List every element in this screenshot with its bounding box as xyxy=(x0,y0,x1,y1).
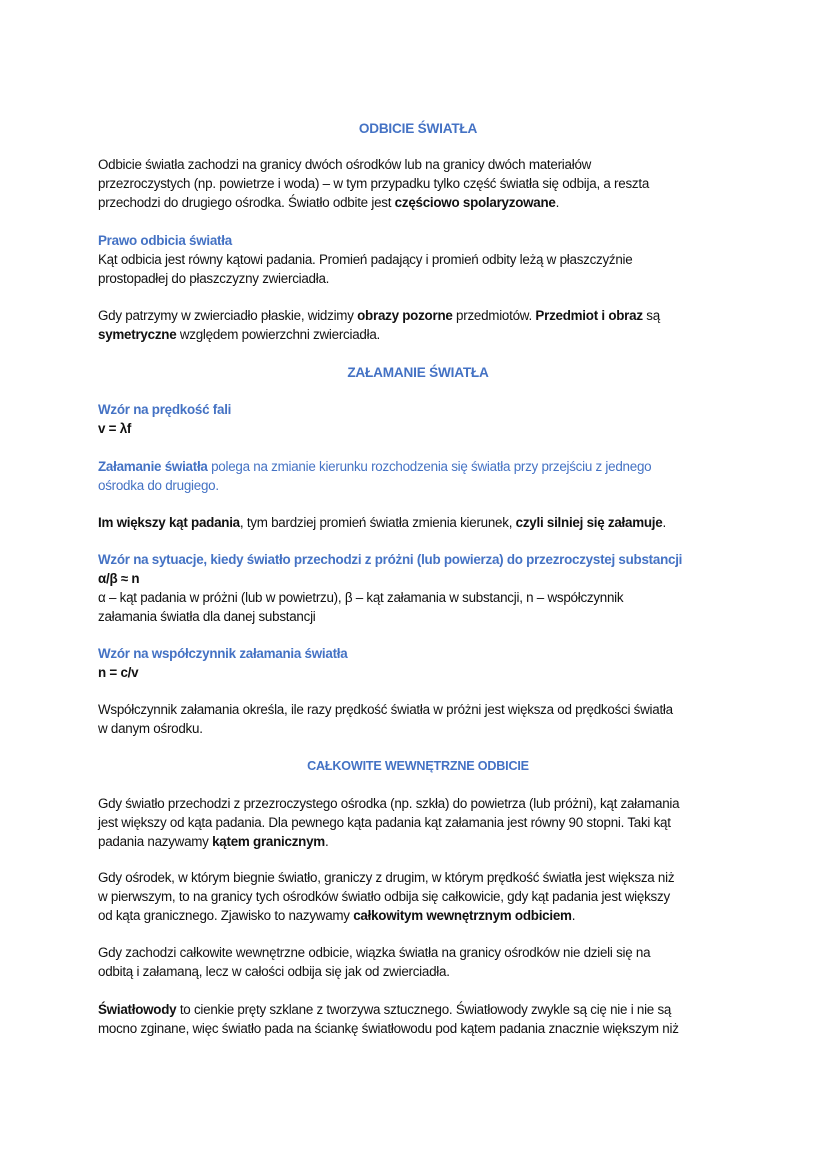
text-line xyxy=(98,513,738,532)
text: polega na zmianie kierunku rozchodzenia się światła przy przejściu z jednego xyxy=(207,459,652,474)
subheading-vacuum-formula: Wzór na sytuacje, kiedy światło przechodzi z próżni (lub powierza) do przezroczystej substancji xyxy=(98,552,683,567)
text-line xyxy=(98,906,738,925)
text: Gdy patrzymy w zwierciadło płaskie, widzimy xyxy=(98,308,358,323)
paragraph-index-formula xyxy=(98,644,738,682)
subheading-wave-speed: Wzór na prędkość fali xyxy=(98,402,232,417)
text-line: Kąt odbicia jest równy kątowi padania. Promień padający i promień odbity leżą w płaszczyźnie xyxy=(98,252,633,267)
paragraph-incidence-angle xyxy=(98,513,738,532)
bold-term: Światłowody xyxy=(98,1002,177,1017)
paragraph-reflection-law xyxy=(98,231,738,288)
paragraph-index-definition xyxy=(98,700,738,738)
bold-term: obrazy pozorne xyxy=(357,308,453,323)
text: . xyxy=(555,195,560,210)
text: , tym bardziej promień światła zmienia kierunek, xyxy=(239,515,516,530)
paragraph-wave-speed xyxy=(98,400,738,438)
bold-term: częściowo spolaryzowane xyxy=(394,195,556,210)
text: od kąta granicznego. Zjawisko to nazywamy xyxy=(98,908,354,923)
text: . xyxy=(324,834,329,849)
text-line: α – kąt padania w próżni (lub w powietrzu), β – kąt załamania w substancji, n – współczynnik xyxy=(98,590,624,605)
section-title-total-internal-reflection: CAŁKOWITE WEWNĘTRZNE ODBICIE xyxy=(307,759,529,773)
section-title-refraction: ZAŁAMANIE ŚWIATŁA xyxy=(347,365,489,380)
paragraph-total-internal-reflection xyxy=(98,868,738,925)
text: padania nazywamy xyxy=(98,834,213,849)
text: to cienkie pręty szklane z tworzywa sztucznego. Światłowody zwykle są cię nie i nie są xyxy=(176,1002,672,1017)
subheading-index-formula: Wzór na współczynnik załamania światła xyxy=(98,646,348,661)
bold-term: Przedmiot i obraz xyxy=(535,308,643,323)
text-line: w danym ośrodku. xyxy=(98,721,203,736)
text-line xyxy=(98,832,738,851)
text-line: w pierwszym, to na granicy tych ośrodków światło odbija się całkowicie, gdy kąt padania jest większy xyxy=(98,889,670,904)
text: są xyxy=(642,308,660,323)
text-line: Gdy ośrodek, w którym biegnie światło, graniczy z drugim, w którym prędkość światła jest większa niż xyxy=(98,870,675,885)
paragraph-optical-fibers xyxy=(98,1000,738,1038)
text-line: Gdy zachodzi całkowite wewnętrzne odbicie, wiązka światła na granicy ośrodków nie dzieli się na xyxy=(98,945,651,960)
formula-refractive-index: n = c/v xyxy=(98,665,139,680)
text: względem powierzchni zwierciadła. xyxy=(176,327,380,342)
bold-term: czyli silniej się załamuje xyxy=(515,515,663,530)
formula-angle-ratio: α/β ≈ n xyxy=(98,571,140,586)
text-line: odbitą i załamaną, lecz w całości odbija się jak od zwierciadła. xyxy=(98,964,450,979)
paragraph-vacuum-formula xyxy=(98,550,738,626)
text-line: Odbicie światła zachodzi na granicy dwóch ośrodków lub na granicy dwóch materiałów xyxy=(98,157,592,172)
section-title-reflection: ODBICIE ŚWIATŁA xyxy=(358,121,478,136)
paragraph-reflection-intro xyxy=(98,155,738,212)
text-line: ośrodka do drugiego. xyxy=(98,478,219,493)
paragraph-critical-angle xyxy=(98,794,738,851)
text: . xyxy=(662,515,666,530)
paragraph-plane-mirror xyxy=(98,306,738,344)
text-line xyxy=(98,457,738,476)
text: . xyxy=(571,908,576,923)
text-line: mocno zginane, więc światło pada na ściankę światłowodu pod kątem padania znacznie większym niż xyxy=(98,1021,679,1036)
text-line xyxy=(98,193,738,212)
text-line: prostopadłej do płaszczyzny zwierciadła. xyxy=(98,271,330,286)
bold-term: symetryczne xyxy=(98,327,177,342)
formula-wave-speed: v = λf xyxy=(98,421,132,436)
bold-term: Załamanie światła xyxy=(98,459,208,474)
text-line: jest większy od kąta padania. Dla pewnego kąta padania kąt załamania jest równy 90 stopni. Taki kąt xyxy=(98,815,671,830)
text-line xyxy=(98,325,738,344)
text-line xyxy=(98,1000,738,1019)
paragraph-refraction-definition xyxy=(98,457,738,495)
text-line: załamania światła dla danej substancji xyxy=(98,609,316,624)
text: przedmiotów. xyxy=(452,308,536,323)
text: przechodzi do drugiego ośrodka. Światło odbite jest xyxy=(98,195,395,210)
text-line xyxy=(98,306,738,325)
bold-term: całkowitym wewnętrznym odbiciem xyxy=(353,908,572,923)
subheading-reflection-law: Prawo odbicia światła xyxy=(98,233,232,248)
text-line: Współczynnik załamania określa, ile razy prędkość światła w próżni jest większa od prędkości światła xyxy=(98,702,673,717)
bold-term: kątem granicznym xyxy=(212,834,325,849)
paragraph-beam xyxy=(98,943,738,981)
text-line: Gdy światło przechodzi z przezroczystego ośrodka (np. szkła) do powietrza (lub próżni), kąt załamania xyxy=(98,796,680,811)
bold-term: Im większy kąt padania xyxy=(98,515,240,530)
text-line: przezroczystych (np. powietrze i woda) – w tym przypadku tylko część światła się odbija, a reszta xyxy=(98,176,650,191)
